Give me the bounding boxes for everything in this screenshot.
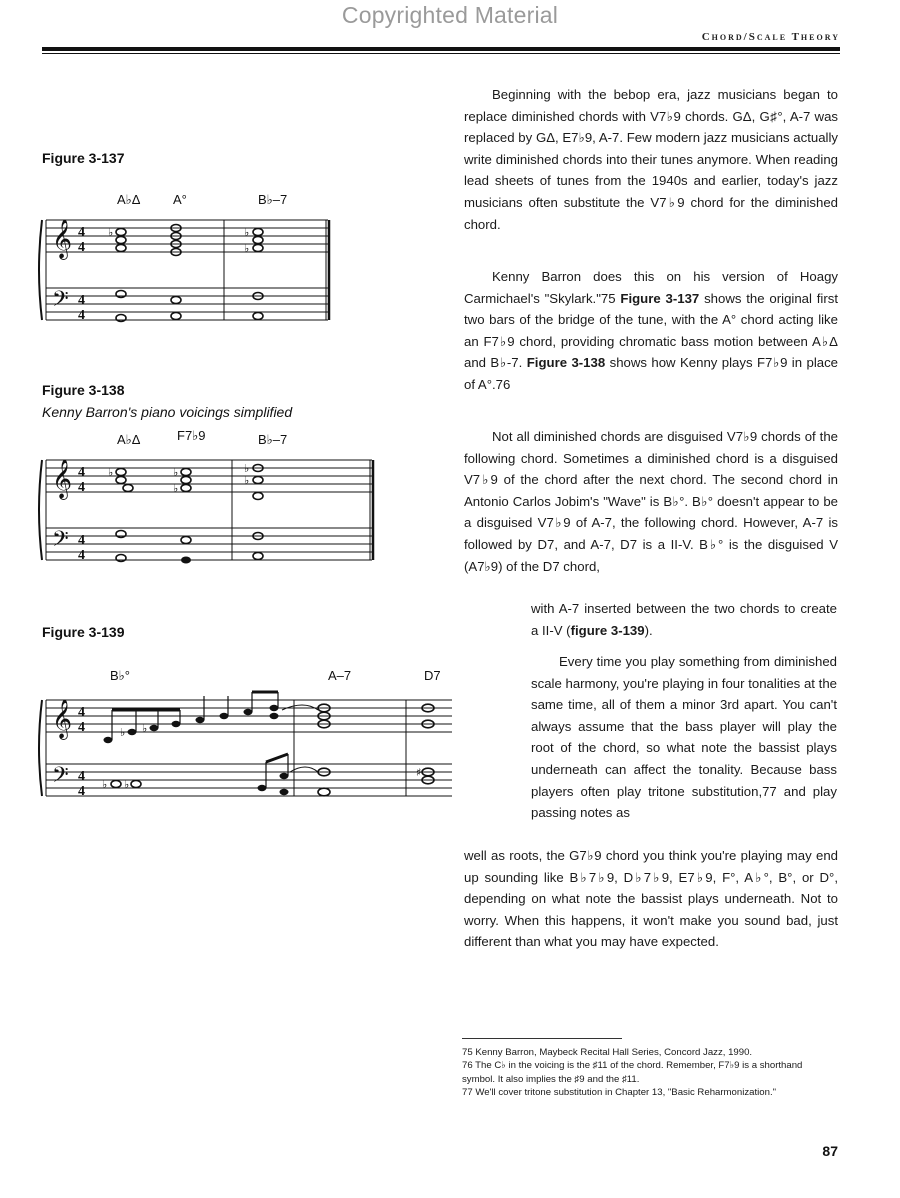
paragraph-3-text-a: Not all diminished chords are disguised V7♭9 chords of the following chord. Sometimes a diminished chord is a disguised V7♭9 of the chord after the next chord. The second chord in Antonio Carlos Jobim's "Wave" is B♭°. B♭° doesn't appear to be a disguised V7♭9 of A-7, the following chord. However, A-7 is followed by D7, and A-7, D7 is a II-V. B♭° is the disguised V (A7♭9) of the D7 chord, bbox=[464, 429, 838, 574]
svg-text:4: 4 bbox=[78, 480, 85, 495]
chord-symbol: A° bbox=[173, 192, 187, 207]
chord-symbol: A♭Δ bbox=[117, 192, 141, 207]
figure-ref-3-137: Figure 3-137 bbox=[620, 290, 700, 306]
svg-text:4: 4 bbox=[78, 308, 85, 323]
svg-text:♭: ♭ bbox=[124, 778, 130, 791]
svg-text:4: 4 bbox=[78, 769, 85, 784]
paragraph-4a bbox=[531, 651, 837, 824]
paragraph-2-text-a: Kenny Barron does this on his version of Hoagy Carmichael's "Skylark."75 bbox=[464, 269, 838, 306]
svg-text:4: 4 bbox=[78, 784, 85, 799]
figure-label-3-137: Figure 3-137 bbox=[42, 150, 125, 166]
svg-text:♭: ♭ bbox=[244, 474, 250, 487]
paragraph-3b bbox=[531, 598, 837, 641]
svg-text:♭: ♭ bbox=[102, 778, 108, 791]
figure-ref-3-139: figure 3-139 bbox=[570, 622, 645, 638]
grand-staff-3-137 bbox=[36, 210, 336, 330]
svg-text:♭: ♭ bbox=[120, 726, 126, 739]
figure-caption-3-138: Kenny Barron's piano voicings simplified bbox=[42, 404, 293, 420]
footnotes bbox=[462, 1046, 834, 1100]
svg-text:𝄢: 𝄢 bbox=[52, 287, 69, 317]
figure-label-3-138: Figure 3-138 bbox=[42, 382, 125, 398]
chord-symbol: B♭–7 bbox=[258, 192, 288, 207]
svg-text:4: 4 bbox=[78, 533, 85, 548]
paragraph-3-text-c: ). bbox=[644, 622, 653, 638]
svg-text:♭: ♭ bbox=[142, 722, 148, 735]
running-head: Chord/Scale Theory bbox=[701, 31, 840, 43]
svg-text:𝄞: 𝄞 bbox=[52, 699, 73, 739]
chord-symbol: A–7 bbox=[328, 668, 352, 683]
paragraph-4b bbox=[464, 845, 838, 953]
svg-text:♭: ♭ bbox=[108, 226, 114, 239]
chord-symbol: A♭Δ bbox=[117, 432, 141, 447]
svg-text:♭: ♭ bbox=[173, 482, 179, 495]
paragraph-4-text-b: well as roots, the G7♭9 chord you think you're playing may end up sounding like B♭7♭9, D♭7♭9, E7♭9, F°, A♭°, B°, or D°, depending on what note the bassist plays underneath. Not to worry. When this happens, it won't make you sound bad, just different than what you may have expected. bbox=[464, 848, 838, 950]
svg-text:♭: ♭ bbox=[244, 462, 250, 475]
footnote-75: 75 Kenny Barron, Maybeck Recital Hall Series, Concord Jazz, 1990. bbox=[462, 1047, 753, 1058]
paragraph-3a bbox=[464, 426, 838, 577]
paragraph-3-text-b: with A-7 inserted between the two chords to create a II-V ( bbox=[531, 601, 837, 638]
paragraph-2-text-b: shows the original first two bars of the bridge of the tune, with the A° chord acting like an F7♭9 chord, providing chromatic bass motion between A♭Δ and B♭-7. bbox=[464, 290, 838, 371]
svg-text:4: 4 bbox=[78, 240, 85, 255]
svg-text:♯: ♯ bbox=[416, 766, 422, 779]
svg-text:♭: ♭ bbox=[244, 226, 250, 239]
svg-text:♭: ♭ bbox=[244, 242, 250, 255]
chord-symbol: F7♭9 bbox=[177, 428, 206, 443]
svg-text:4: 4 bbox=[78, 225, 85, 240]
footnote-rule bbox=[462, 1038, 622, 1039]
paragraph-1-text: Beginning with the bebop era, jazz musicians began to replace diminished chords with V7♭9 chords. GΔ, G♯°, A-7 was replaced by GΔ, E7♭9, A-7. Few modern jazz musicians actually write diminished chords into their tunes anymore. When reading lead sheets of tunes from the 1940s and earlier, today's jazz musicians often substitute the V7♭9 chord for the diminished chord. bbox=[464, 87, 838, 232]
svg-text:4: 4 bbox=[78, 705, 85, 720]
footnote-77: 77 We'll cover tritone substitution in Chapter 13, "Basic Reharmonization." bbox=[462, 1087, 777, 1099]
header-rule-thin bbox=[42, 53, 840, 54]
watermark: Copyrighted Material bbox=[341, 2, 559, 28]
paragraph-4-text-a: Every time you play something from diminished scale harmony, you're playing in four tonalities at the same time, all of them a minor 3rd apart. You can't always assume that the bass player will play the root of the chord, so what note the bassist plays underneath can affect the tonality. Because bass players often play tritone substitution,77 and play passing notes as bbox=[531, 654, 837, 821]
footnote-76: 76 The C♭ in the voicing is the ♯11 of the chord. Remember, F7♭9 is a shorthand symbol. It also implies the ♯9 and the ♯11. bbox=[462, 1060, 803, 1085]
figure-label-3-139: Figure 3-139 bbox=[42, 624, 125, 640]
chord-symbol: B♭° bbox=[110, 668, 131, 683]
paragraph-1 bbox=[464, 84, 838, 235]
svg-text:𝄢: 𝄢 bbox=[52, 763, 69, 793]
svg-text:♭: ♭ bbox=[173, 466, 179, 479]
chord-symbol: D7 bbox=[424, 668, 441, 683]
paragraph-2-text-c: shows how Kenny plays F7♭9 in place of A°.76 bbox=[464, 355, 839, 392]
svg-text:4: 4 bbox=[78, 465, 85, 480]
svg-text:𝄢: 𝄢 bbox=[52, 527, 69, 557]
svg-text:4: 4 bbox=[78, 548, 85, 563]
svg-text:4: 4 bbox=[78, 293, 85, 308]
chord-symbol: B♭–7 bbox=[258, 432, 288, 447]
page-number: 87 bbox=[822, 1143, 838, 1159]
figure-ref-3-138: Figure 3-138 bbox=[526, 355, 606, 371]
svg-text:𝄞: 𝄞 bbox=[52, 219, 73, 259]
grand-staff-3-138 bbox=[36, 450, 382, 570]
paragraph-2 bbox=[464, 266, 838, 396]
svg-text:𝄞: 𝄞 bbox=[52, 459, 73, 499]
svg-text:♭: ♭ bbox=[108, 466, 114, 479]
header-rule bbox=[42, 47, 840, 51]
svg-text:4: 4 bbox=[78, 720, 85, 735]
grand-staff-3-139 bbox=[36, 690, 460, 808]
